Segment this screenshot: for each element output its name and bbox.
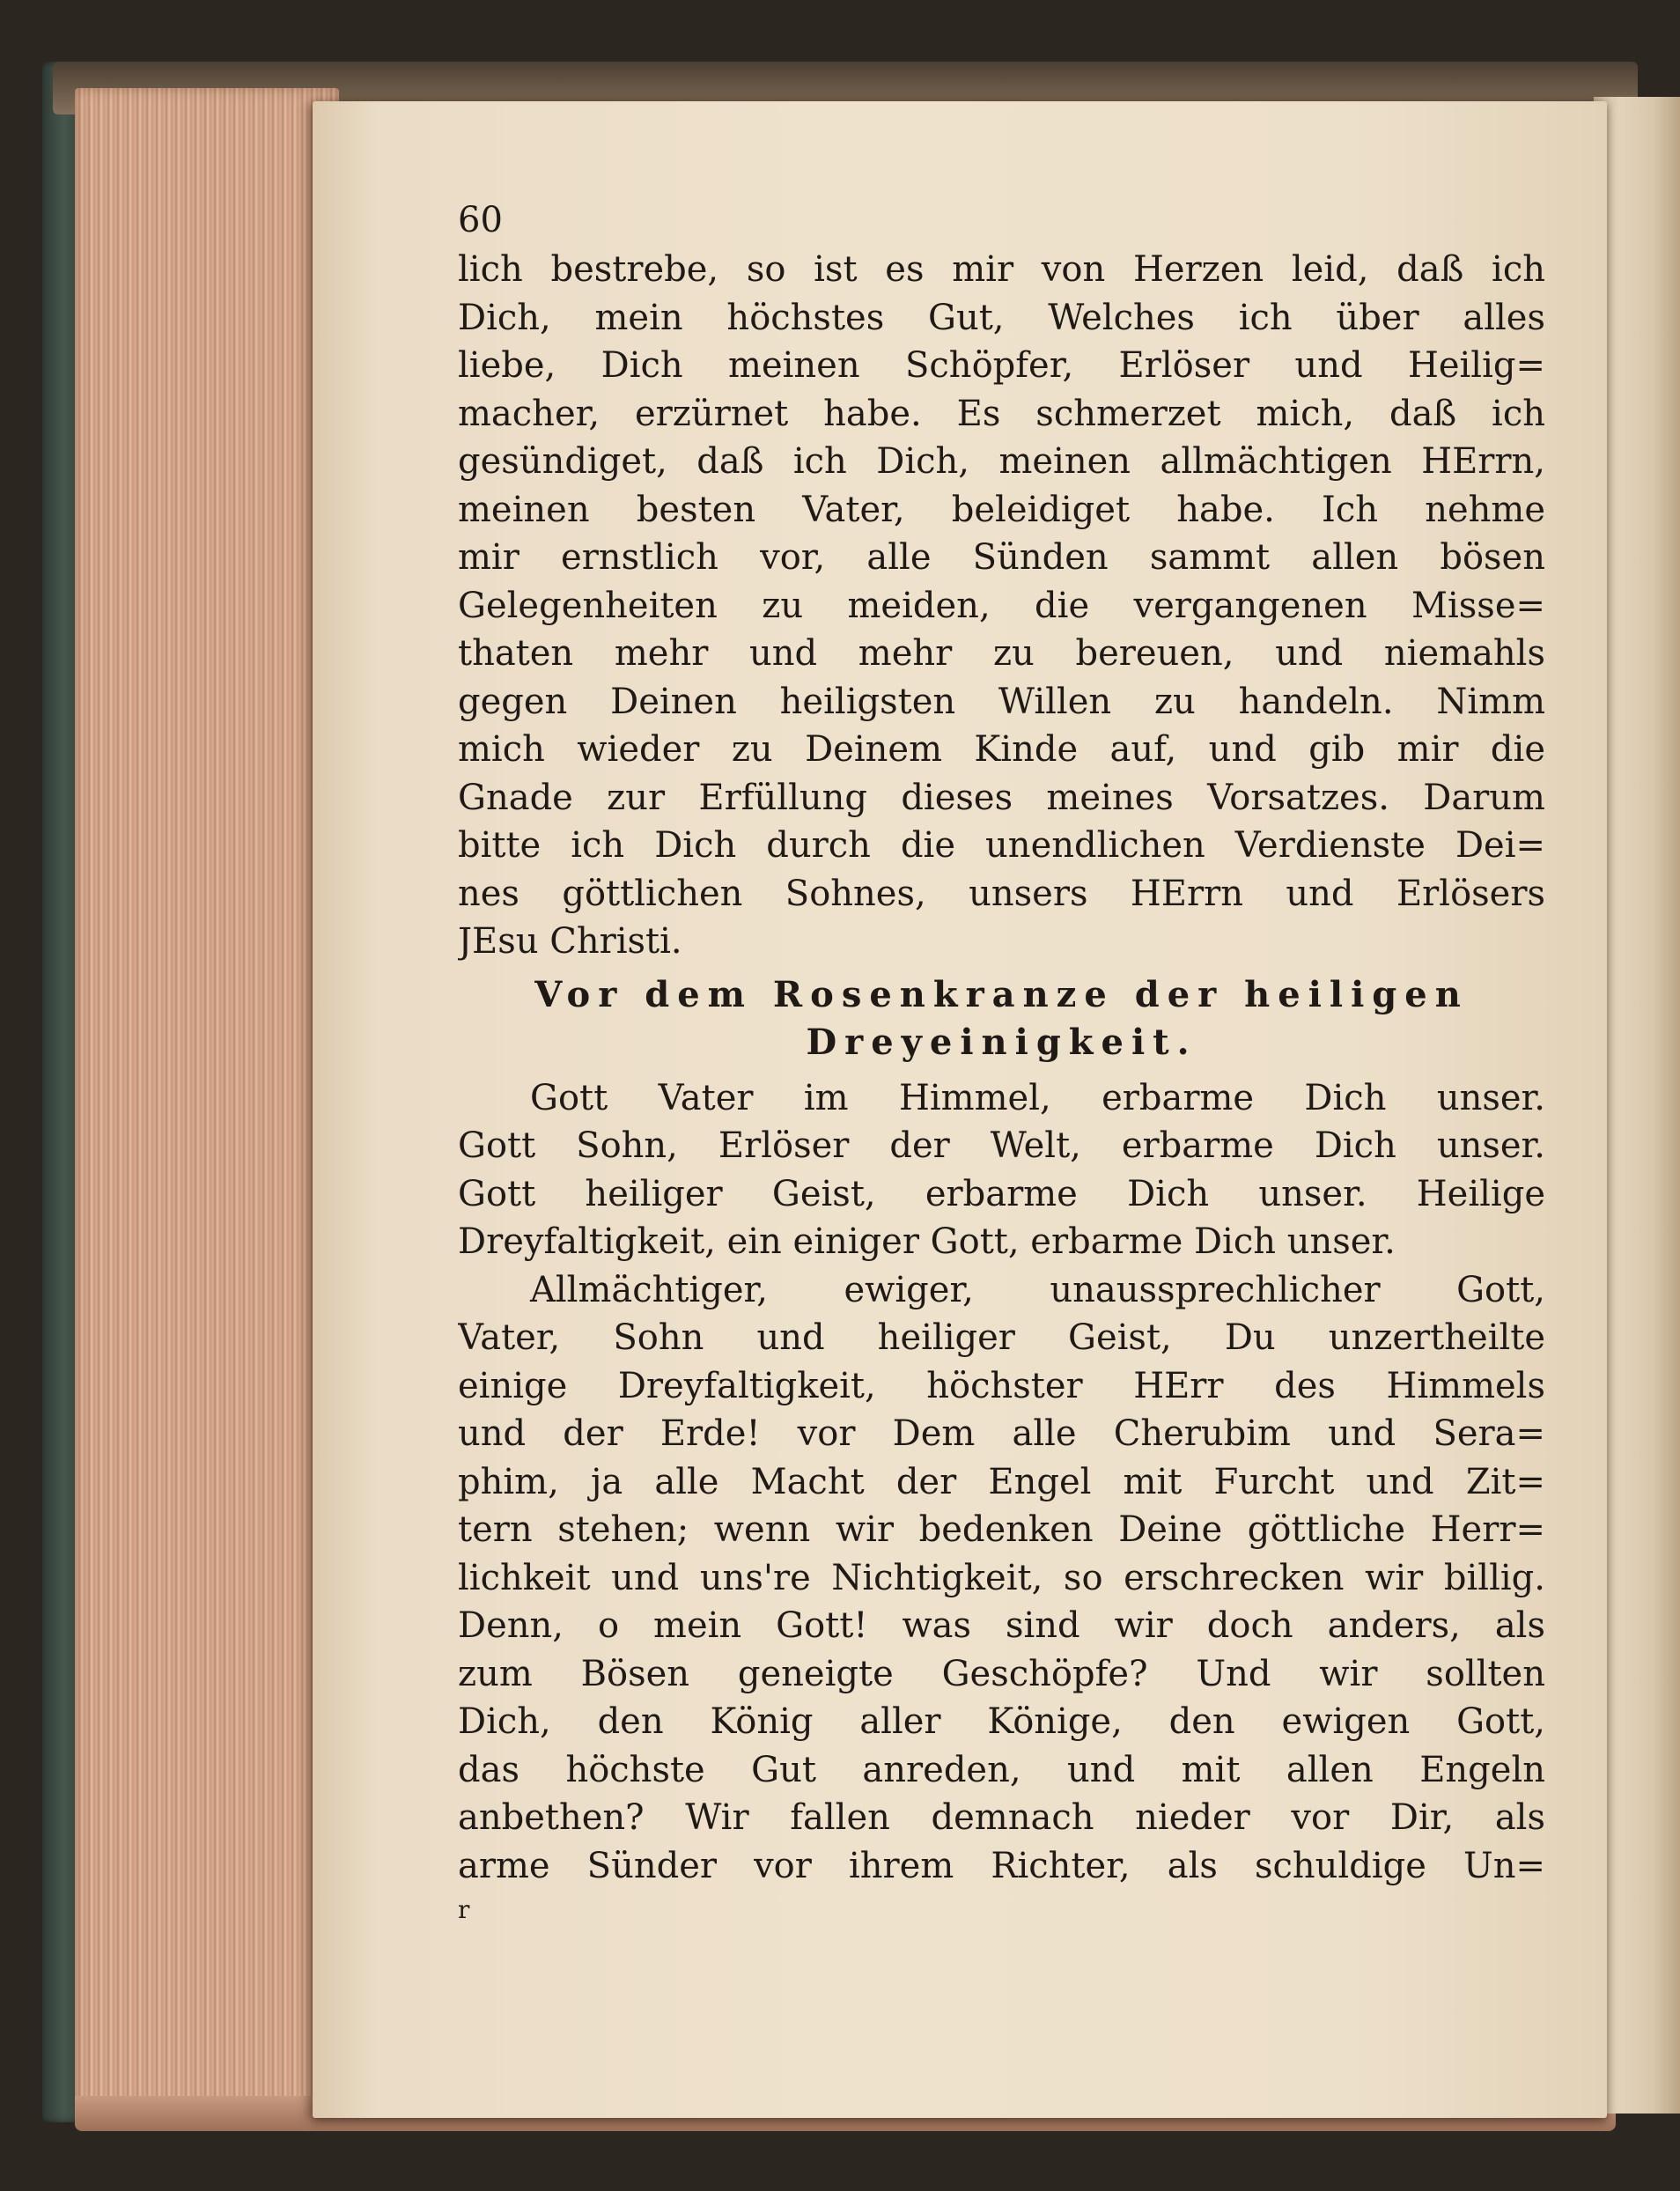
text-line: arme Sünder vor ihrem Richter, als schuldige Un= — [458, 1845, 1545, 1886]
text-line: tern stehen; wenn wir bedenken Deine göttliche Herr= — [458, 1509, 1545, 1550]
heading-line: Dreyeinigkeit. — [806, 1022, 1197, 1063]
text-line: mir ernstlich vor, alle Sünden sammt allen bösen — [458, 537, 1545, 578]
text-line: phim, ja alle Macht der Engel mit Furcht und Zit= — [458, 1461, 1545, 1502]
text-line: Gott Vater im Himmel, erbarme Dich unser. — [530, 1077, 1545, 1118]
heading-line: Vor dem Rosenkranze der heiligen — [534, 973, 1469, 1015]
page-content — [458, 198, 1545, 1923]
text-line: JEsu Christi. — [458, 921, 682, 962]
text-line: Denn, o mein Gott! was sind wir doch anders, als — [458, 1605, 1545, 1646]
text-line: nes göttlichen Sohnes, unsers HErrn und Erlösers — [458, 873, 1545, 914]
section-heading — [458, 971, 1545, 1067]
page-edges-left — [75, 88, 339, 2122]
text-line: anbethen? Wir fallen demnach nieder vor Dir, als — [458, 1797, 1545, 1838]
book-page — [313, 101, 1607, 2118]
paragraph-3 — [458, 1266, 1545, 1891]
text-line: Gott heiliger Geist, erbarme Dich unser. Heilige — [458, 1173, 1545, 1214]
text-line: thaten mehr und mehr zu bereuen, und niemahls — [458, 633, 1545, 674]
text-line: Dich, den König aller Könige, den ewigen Gott, — [458, 1701, 1545, 1742]
text-line: Gelegenheiten zu meiden, die vergangenen Misse= — [458, 585, 1545, 626]
text-line: meinen besten Vater, beleidiget habe. Ich nehme — [458, 489, 1545, 530]
paragraph-1 — [458, 246, 1545, 966]
text-line: Gnade zur Erfüllung dieses meines Vorsatzes. Darum — [458, 777, 1545, 818]
text-line: gegen Deinen heiligsten Willen zu handeln. Nimm — [458, 681, 1545, 722]
text-line: und der Erde! vor Dem alle Cherubim und Sera= — [458, 1413, 1545, 1454]
text-line: Dich, mein höchstes Gut, Welches ich über alles — [458, 297, 1545, 338]
text-line: Dreyfaltigkeit, ein einiger Gott, erbarme Dich unser. — [458, 1221, 1396, 1262]
text-line: macher, erzürnet habe. Es schmerzet mich, daß ich — [458, 393, 1545, 434]
text-line: Vater, Sohn und heiliger Geist, Du unzertheilte — [458, 1317, 1545, 1358]
text-line: bitte ich Dich durch die unendlichen Verdienste Dei= — [458, 825, 1545, 866]
page-number: 60 — [458, 200, 503, 240]
text-line: lich bestrebe, so ist es mir von Herzen leid, daß ich — [458, 249, 1545, 290]
text-line: gesündiget, daß ich Dich, meinen allmächtigen HErrn, — [458, 441, 1545, 482]
text-line: das höchste Gut anreden, und mit allen Engeln — [458, 1749, 1545, 1790]
text-line: Gott Sohn, Erlöser der Welt, erbarme Dich unser. — [458, 1125, 1545, 1166]
text-line: zum Bösen geneigte Geschöpfe? Und wir sollten — [458, 1653, 1545, 1694]
text-line: einige Dreyfaltigkeit, höchster HErr des Himmels — [458, 1365, 1545, 1406]
text-line: Allmächtiger, ewiger, unaussprechlicher Gott, — [530, 1269, 1545, 1310]
text-line: mich wieder zu Deinem Kinde auf, und gib mir die — [458, 729, 1545, 770]
text-line: lichkeit und uns're Nichtigkeit, so erschrecken wir billig. — [458, 1557, 1545, 1598]
paragraph-2 — [458, 1074, 1545, 1266]
signature-mark: r — [458, 1895, 470, 1924]
text-line: liebe, Dich meinen Schöpfer, Erlöser und Heilig= — [458, 345, 1545, 386]
